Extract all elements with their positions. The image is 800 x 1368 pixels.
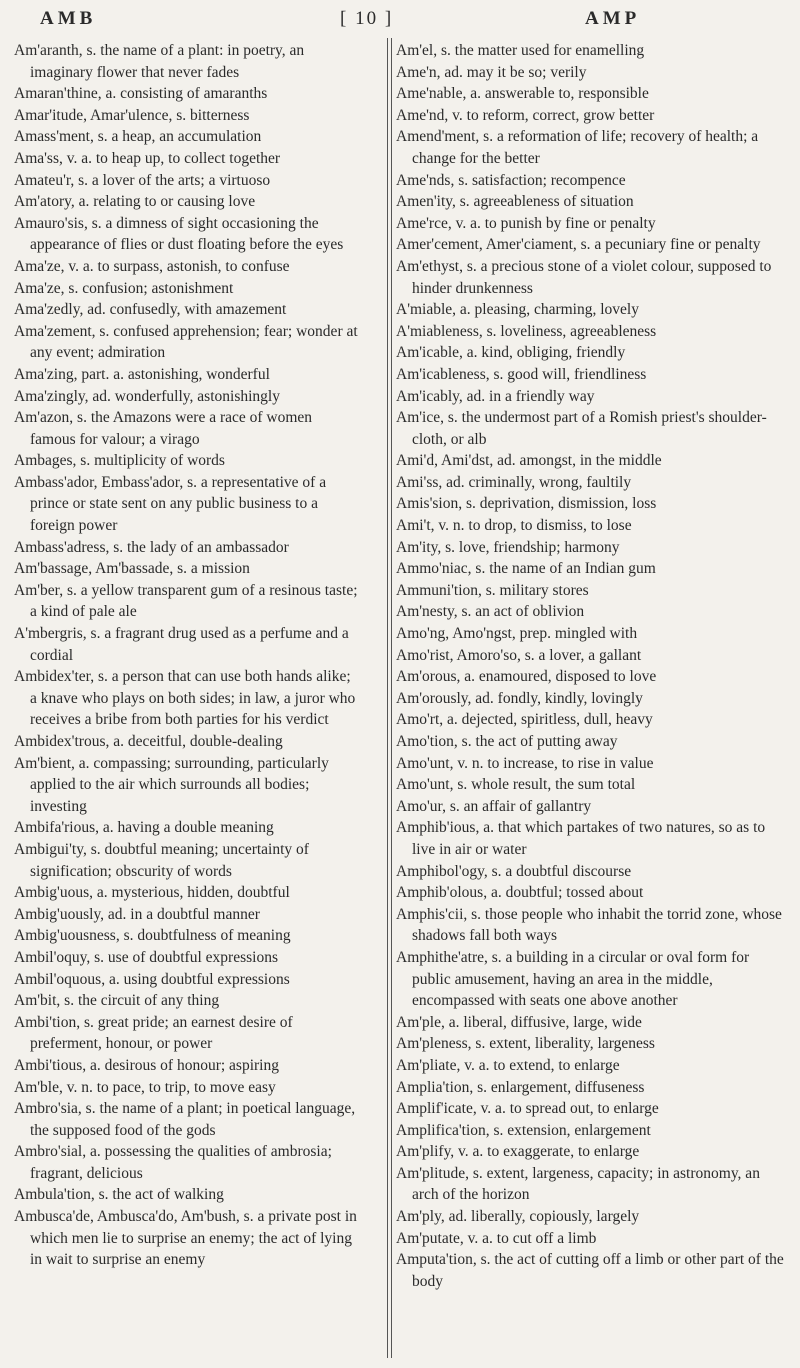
dictionary-entry: Amo'rt, a. dejected, spiritless, dull, heavy xyxy=(396,711,653,729)
dictionary-entry: Ama'zement, s. confused apprehension; fear; wonder at any event; admiration xyxy=(14,322,358,362)
dictionary-entry: A'miableness, s. loveliness, agreeableness xyxy=(396,322,657,340)
dictionary-entry: Ambig'uous, a. mysterious, hidden, doubtful xyxy=(14,884,290,902)
dictionary-entry: Amo'ng, Amo'ngst, prep. mingled with xyxy=(396,625,638,643)
dictionary-entry: Ammuni'tion, s. military stores xyxy=(396,581,589,599)
dictionary-entry: Ama'ze, v. a. to surpass, astonish, to confuse xyxy=(14,257,290,275)
dictionary-entry: Amar'itude, Amar'ulence, s. bitterness xyxy=(14,106,250,124)
dictionary-entry: Amen'ity, s. agreeableness of situation xyxy=(396,193,634,211)
right-column xyxy=(396,40,786,1292)
dictionary-entry: Ame'nd, v. to reform, correct, grow better xyxy=(396,106,655,124)
dictionary-entry: Am'plitude, s. extent, largeness, capacity; in astronomy, an arch of the horizon xyxy=(396,1164,760,1204)
dictionary-entry: Am'plify, v. a. to exaggerate, to enlarge xyxy=(396,1143,640,1161)
dictionary-entry: Ame'n, ad. may it be so; verily xyxy=(396,63,587,81)
dictionary-entry: Amphis'cii, s. those people who inhabit the torrid zone, whose shadows fall both ways xyxy=(396,905,782,945)
dictionary-entry: Am'ble, v. n. to pace, to trip, to move easy xyxy=(14,1078,276,1096)
dictionary-entry: Ama'ze, s. confusion; astonishment xyxy=(14,279,234,297)
dictionary-entry: A'miable, a. pleasing, charming, lovely xyxy=(396,301,639,319)
dictionary-entry: Am'ethyst, s. a precious stone of a violet colour, supposed to hinder drunkenness xyxy=(396,257,772,297)
page-number: [ 10 ] xyxy=(340,8,394,29)
column-divider xyxy=(387,38,388,1358)
dictionary-entry: Amphithe'atre, s. a building in a circular or oval form for public amusement, having an area in the middle, encompassed with seats one above another xyxy=(396,948,750,1010)
dictionary-entry: Am'icable, a. kind, obliging, friendly xyxy=(396,344,626,362)
dictionary-entry: Am'ity, s. love, friendship; harmony xyxy=(396,538,620,556)
column-divider-inner xyxy=(391,38,392,1358)
dictionary-entry: Am'putate, v. a. to cut off a limb xyxy=(396,1229,597,1247)
dictionary-entry: A'mbergris, s. a fragrant drug used as a perfume and a cordial xyxy=(14,625,349,664)
dictionary-entry: Am'azon, s. the Amazons were a race of women famous for valour; a virago xyxy=(14,409,313,448)
page-header xyxy=(0,8,800,40)
dictionary-entry: Ama'zingly, ad. wonderfully, astonishingly xyxy=(14,387,280,405)
dictionary-entry: Ambil'oquy, s. use of doubtful expressions xyxy=(14,948,278,966)
dictionary-entry: Amateu'r, s. a lover of the arts; a virtuoso xyxy=(14,171,271,189)
dictionary-entry: Ambass'adress, s. the lady of an ambassador xyxy=(14,538,289,556)
dictionary-entry: Ame'nds, s. satisfaction; recompence xyxy=(396,171,626,189)
dictionary-entry: Amo'unt, s. whole result, the sum total xyxy=(396,776,636,794)
dictionary-entry: Am'ice, s. the undermost part of a Romish priest's shoulder-cloth, or alb xyxy=(396,409,767,448)
dictionary-entry: Ami'ss, ad. criminally, wrong, faultily xyxy=(396,473,632,491)
dictionary-entry: Ambig'uousness, s. doubtfulness of meaning xyxy=(14,927,291,945)
dictionary-entry: Ammo'niac, s. the name of an Indian gum xyxy=(396,560,656,578)
dictionary-entry: Ami't, v. n. to drop, to dismiss, to lose xyxy=(396,517,632,535)
dictionary-entry: Am'pliate, v. a. to extend, to enlarge xyxy=(396,1056,620,1074)
dictionary-entry: Ambass'ador, Embass'ador, s. a representative of a prince or state sent on any public business to a foreign power xyxy=(14,473,327,535)
dictionary-entry: Am'orous, a. enamoured, disposed to love xyxy=(396,668,657,686)
dictionary-entry: Amplif'icate, v. a. to spread out, to enlarge xyxy=(396,1100,659,1118)
dictionary-entry: Ame'rce, v. a. to punish by fine or penalty xyxy=(396,214,656,232)
dictionary-entry: Ambages, s. multiplicity of words xyxy=(14,452,225,470)
dictionary-entry: Ambidex'trous, a. deceitful, double-dealing xyxy=(14,733,283,750)
dictionary-entry: Am'aranth, s. the name of a plant: in poetry, an imaginary flower that never fades xyxy=(14,42,305,81)
header-left-guide-word: AMB xyxy=(40,8,97,29)
dictionary-entry: Ama'zing, part. a. astonishing, wonderful xyxy=(14,365,270,383)
dictionary-entry: Ambusca'de, Ambusca'do, Am'bush, s. a private post in which men lie to surprise an enemy; the act of lying in wait to surprise an enemy xyxy=(14,1208,357,1269)
dictionary-entry: Amphibol'ogy, s. a doubtful discourse xyxy=(396,862,632,880)
dictionary-entry: Amo'unt, v. n. to increase, to rise in value xyxy=(396,754,654,772)
dictionary-entry: Amis'sion, s. deprivation, dismission, loss xyxy=(396,495,657,513)
dictionary-entry: Ambidex'ter, s. a person that can use both hands alike; a knave who plays on both sides; in law, a juror who receives a bribe from both parties for his verdict xyxy=(14,668,356,729)
dictionary-entry: Amplifica'tion, s. extension, enlargement xyxy=(396,1121,651,1139)
dictionary-entry: Am'pleness, s. extent, liberality, largeness xyxy=(396,1035,655,1053)
dictionary-entry: Ambi'tious, a. desirous of honour; aspiring xyxy=(14,1056,279,1074)
dictionary-entry: Am'ply, ad. liberally, copiously, largely xyxy=(396,1208,640,1226)
left-column xyxy=(14,40,359,1271)
dictionary-entry: Am'icably, ad. in a friendly way xyxy=(396,387,595,405)
dictionary-entry: Ambula'tion, s. the act of walking xyxy=(14,1186,224,1204)
dictionary-entry: Am'ple, a. liberal, diffusive, large, wide xyxy=(396,1013,642,1031)
dictionary-entry: Ambi'tion, s. great pride; an earnest desire of preferment, honour, or power xyxy=(14,1013,293,1053)
dictionary-entry: Ambig'uously, ad. in a doubtful manner xyxy=(14,905,260,923)
dictionary-entry: Am'bit, s. the circuit of any thing xyxy=(14,992,220,1010)
dictionary-entry: Am'el, s. the matter used for enamelling xyxy=(396,42,645,59)
dictionary-entry: Ambifa'rious, a. having a double meaning xyxy=(14,819,274,837)
dictionary-entry: Amaran'thine, a. consisting of amaranths xyxy=(14,85,268,103)
dictionary-entry: Ama'zedly, ad. confusedly, with amazement xyxy=(14,301,287,319)
dictionary-entry: Am'orously, ad. fondly, kindly, lovingly xyxy=(396,689,643,707)
dictionary-entry: Amend'ment, s. a reformation of life; recovery of health; a change for the better xyxy=(396,128,759,167)
dictionary-entry: Amo'rist, Amoro'so, s. a lover, a gallant xyxy=(396,646,642,664)
dictionary-entry: Amo'ur, s. an affair of gallantry xyxy=(396,797,592,815)
dictionary-entry: Ame'nable, a. answerable to, responsible xyxy=(396,85,649,103)
dictionary-entry: Amphib'ious, a. that which partakes of two natures, so as to live in air or water xyxy=(396,819,766,858)
dictionary-entry: Ambil'oquous, a. using doubtful expressions xyxy=(14,970,290,988)
dictionary-entry: Amer'cement, Amer'ciament, s. a pecuniary fine or penalty xyxy=(396,236,761,254)
dictionary-entry: Am'ber, s. a yellow transparent gum of a resinous taste; a kind of pale ale xyxy=(14,581,358,621)
dictionary-entry: Ambigui'ty, s. doubtful meaning; uncertainty of signification; obscurity of words xyxy=(14,840,309,880)
dictionary-entry: Am'atory, a. relating to or causing love xyxy=(14,193,256,211)
dictionary-entry: Am'icableness, s. good will, friendliness xyxy=(396,365,647,383)
dictionary-entry: Am'nesty, s. an act of oblivion xyxy=(396,603,585,621)
dictionary-entry: Ambro'sia, s. the name of a plant; in poetical language, the supposed food of the gods xyxy=(14,1100,356,1139)
dictionary-entry: Amputa'tion, s. the act of cutting off a limb or other part of the body xyxy=(396,1251,784,1290)
dictionary-entry: Am'bassage, Am'bassade, s. a mission xyxy=(14,560,250,578)
dictionary-entry: Amauro'sis, s. a dimness of sight occasioning the appearance of flies or dust floating before the eyes xyxy=(14,214,344,254)
dictionary-entry: Amplia'tion, s. enlargement, diffuseness xyxy=(396,1078,645,1096)
header-right-guide-word: AMP xyxy=(585,8,641,29)
dictionary-entry: Amass'ment, s. a heap, an accumulation xyxy=(14,128,262,146)
dictionary-entry: Ami'd, Ami'dst, ad. amongst, in the middle xyxy=(396,452,662,470)
dictionary-entry: Amphib'olous, a. doubtful; tossed about xyxy=(396,884,644,902)
dictionary-entry: Ambro'sial, a. possessing the qualities of ambrosia; fragrant, delicious xyxy=(14,1143,332,1182)
dictionary-entry: Ama'ss, v. a. to heap up, to collect together xyxy=(14,149,281,167)
dictionary-entry: Amo'tion, s. the act of putting away xyxy=(396,733,618,750)
dictionary-entry: Am'bient, a. compassing; surrounding, particularly applied to the air which surrounds all bodies; investing xyxy=(14,754,329,815)
